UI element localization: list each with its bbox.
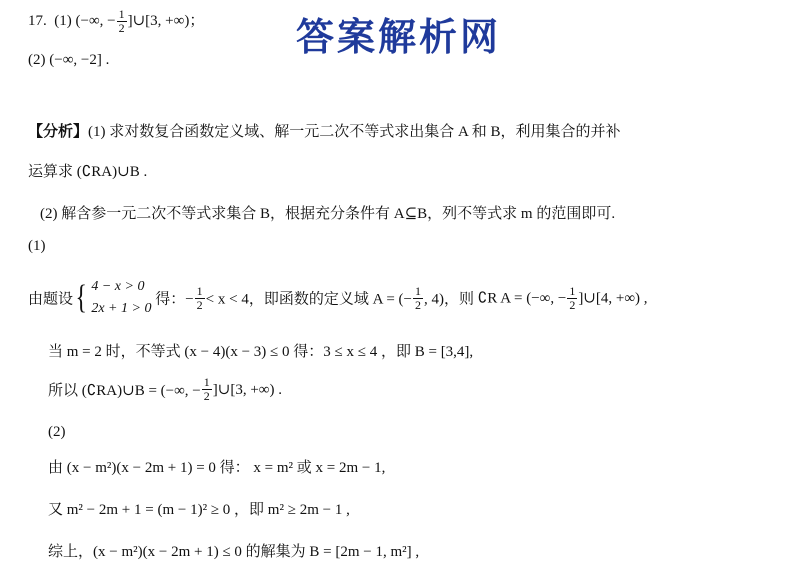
fraction-half: $\frac{1}{2}$ [196, 283, 203, 312]
union-result [48, 376, 282, 403]
analysis-tag: 【分析】 [28, 124, 89, 140]
analysis-line-2: (2) 解含参一元二次不等式求集合 B，根据充分条件有 A⊆B，列不等式求 m 的范围即可. [40, 206, 616, 222]
brace-icon: { [75, 279, 87, 316]
domain-end: , 4)，则 [424, 291, 475, 308]
domain-derivation [28, 276, 648, 320]
system-line-1: 4 − x > 0 [91, 279, 145, 294]
analysis-line-1b: 运算求 (∁RA)∪B . [28, 164, 148, 180]
solution-line: 综上，(x − m²)(x − 2m + 1) ≤ 0 的解集为 B = [2m − 1, m²] , [48, 544, 420, 560]
answer-part1-pre: (−∞, − [75, 12, 116, 29]
sys-lead: 由题设 [28, 291, 74, 308]
roots-line: 由 (x − m²)(x − 2m + 1) = 0 得： x = m² 或 x = 2m − 1, [48, 460, 386, 476]
inequality-system [91, 276, 151, 320]
analysis-text-1: (1) 求对数复合函数定义域、解一元二次不等式求出集合 A 和 B，利用集合的并补 [88, 124, 621, 140]
answer-part1-post: ]∪[3, +∞)； [127, 12, 205, 29]
answer-part2: (2) (−∞, −2] . [28, 52, 110, 68]
complement-end: ]∪[4, +∞) , [578, 290, 648, 307]
union-pre: 所以 (∁RA)∪B = (−∞, − [48, 383, 201, 399]
fraction-half: $\frac{1}{2}$ [203, 375, 210, 403]
fraction-half: $\frac{1}{2}$ [569, 283, 576, 312]
system-line-2: 2x + 1 > 0 [91, 301, 152, 316]
complement-expression: ∁R A = (−∞, − [477, 290, 567, 307]
m2-derivation: 当 m = 2 时，不等式 (x − 4)(x − 3) ≤ 0 得：3 ≤ x ≤ 4 ，即 B = [3,4], [48, 344, 474, 360]
fraction-half: $\frac{1}{2}$ [415, 283, 422, 312]
sys-after: 得：− [155, 291, 194, 308]
watermark-text: 答案解析网 [296, 15, 502, 59]
inequality-line: 又 m² − 2m + 1 = (m − 1)² ≥ 0 ，即 m² ≥ 2m − 1 , [48, 502, 350, 518]
analysis-line-1 [28, 120, 621, 141]
question-number: 17. [28, 12, 47, 29]
part1-label: (1) [28, 238, 46, 254]
fraction-half: $\frac{1}{2}$ [118, 7, 125, 35]
answer-part1-label: (1) [54, 12, 72, 29]
domain-inequality: < x < 4，即函数的定义域 A = (− [205, 291, 413, 308]
answer-part1 [28, 8, 204, 35]
union-post: ]∪[3, +∞) . [212, 382, 282, 398]
part2-label: (2) [48, 424, 66, 440]
